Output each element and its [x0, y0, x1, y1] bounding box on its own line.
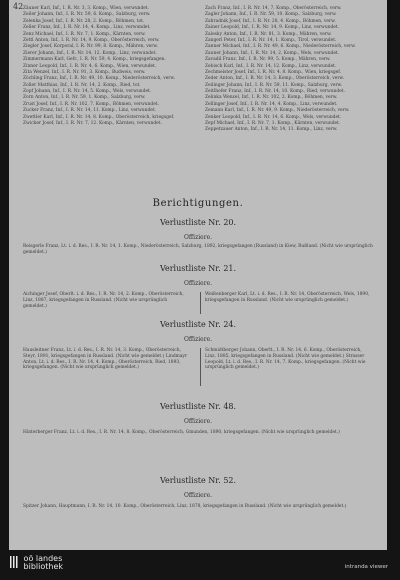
list-item: Zeppetzauer Anton, Inf., I. R. Nr. 14, 11. Komp., Linz, verw. — [205, 127, 338, 133]
list-item: Zierer Johann, Inf., I. R. Nr. 14, 12. Komp., Linz, verwundet. — [23, 50, 157, 56]
list-item: Zanner Michael, Inf., I. R. Nr. 49, 6. Komp., Niederösterreich, verw. — [205, 44, 356, 50]
list-item: Zettl Anton, Inf., I. R. Nr. 14, 9. Komp., Oberösterreich, verw. — [23, 37, 160, 43]
list-item: Zopf Johann, Inf., I. R. Nr. 14, 5. Komp., Wels, verwundet. — [23, 89, 152, 95]
list-item: Zainer Leopold, Inf., I. R. Nr. 14, 9. Komp., Linz, verwundet. — [205, 25, 340, 31]
list-item: Zorn Anton, Inf., I. R. Nr. 59, 1. Komp., Salzburg, verw. — [23, 95, 146, 101]
list-item: Zenker Leopold, Inf., I. R. Nr. 14, 6. Komp., Wels, verwundet. — [205, 114, 342, 120]
right-column-list — [205, 6, 381, 134]
column-divider — [200, 348, 201, 386]
section-heading: Verlustliste Nr. 52. — [159, 476, 237, 485]
correction-entry: Hausleitner Franz, Lt. i. d. Res., I. R. Nr. 14, 3. Komp., Oberösterreich, Steyr, 1891, kriegsgefangen in Russland. (Nicht wie gemeldet.) Lindmayr Anton, Lt. i. d. Res., I. R. Nr. 14, 4. Komp., Oberösterreich, Ried, 1893, kriegsgefangen. (Nicht wie ursprünglich gemeldet.) — [23, 348, 188, 371]
list-item: Zavadil Franz, Inf., I. R. Nr. 99, 5. Komp., Mähren, verw. — [205, 57, 331, 63]
list-item: Zechmeister Josef, Inf., I. R. Nr. 4, 8. Komp., Wien, kriegsgef. — [205, 69, 342, 75]
section-subheading: Offiziere. — [183, 234, 213, 241]
correction-entry: Schmidtberger Johann, Oberlt., I. R. Nr. 14, 6. Komp., Oberösterreich, Linz, 1885, kriegsgefangen in Russland. (Nicht wie gemeldet.) Strasser Leopold, Lt. i. d. Res., I. R. Nr. 14, 7. Komp., kriegsgefangen. (Nicht wie ursprünglich gemeldet.) — [205, 348, 366, 371]
section-subheading: Offiziere. — [183, 280, 213, 287]
list-item: Zeitlhofer Franz, Inf., I. R. Nr. 14, 10. Komp., Ried, verwundet. — [205, 89, 345, 95]
document-page — [9, 0, 387, 550]
correction-entry: Weißenberger Karl, Lt. i. d. Res., I. R. Nr. 14, Oberösterreich, Wels, 1890, kriegsgefangen in Russland. (Nicht wie ursprünglich gemeldet.) — [205, 292, 370, 303]
viewer-label: intranda viewer — [344, 564, 388, 570]
list-item: Zagler Johann, Inf., I. R. Nr. 59, 10. Komp., Salzburg, verw. — [205, 12, 337, 18]
page-title: Berichtigungen. — [152, 198, 244, 209]
list-item: Zinner Leopold, Inf., I. R. Nr. 4, 6. Komp., Wien, verwundet. — [23, 63, 157, 69]
list-item: Zäuner Karl, Inf., I. R. Nr. 3, 3. Komp., Wien, verwundet. — [23, 6, 150, 11]
list-item: Zelinka Wenzel, Inf., I. R. Nr. 102, 2. Komp., Böhmen, verw. — [205, 95, 338, 101]
list-item: Zwicker Josef, Inf., I. R. Nr. 7, 12. Komp., Kärnten, verwundet. — [23, 121, 162, 127]
list-item: Zauner Johann, Inf., I. R. Nr. 14, 2. Komp., Wels, verwundet. — [205, 50, 340, 56]
correction-entry: Aichinger Josef, Oberlt. i. d. Res., I. R. Nr. 14, 2. Komp., Oberösterreich, Linz, 1887, kriegsgefangen in Russland. (Nicht wie ursprünglich gemeldet.) — [23, 292, 184, 309]
correction-entry: Reisgerle Franz, Lt. i. d. Res., I. R. Nr. 14, 1. Komp., Niederösterreich, Salzburg, 1892, kriegsgefangen (Russland) in Kiew, Rußland. (Nicht wie ursprünglich gemeldet.) — [23, 244, 373, 255]
list-item: Zellinger Josef, Inf., I. R. Nr. 14, 4. Komp., Linz, verwundet. — [205, 101, 338, 107]
list-item: Zelenka Josef, Inf., I. R. Nr. 28, 2. Komp., Böhmen, tot. — [23, 18, 145, 24]
logo-text-line1: oö landes — [23, 554, 63, 563]
section-heading: Verlustliste Nr. 20. — [159, 218, 237, 227]
correction-entry: Hinterberger Franz, Lt. i. d. Res., I. R. Nr. 14, 8. Komp., Oberösterreich, Gmunden, 1890, kriegsgefangen. (Nicht wie ursprünglich gemeldet.) — [23, 430, 340, 435]
list-item: Zeller Franz, Inf., I. R. Nr. 14, 4. Komp., Linz, verwundet. — [23, 25, 151, 31]
logo-text-line2: bibliothek — [23, 562, 64, 571]
column-divider — [200, 292, 201, 314]
list-item: Zepf Michael, Inf., I. R. Nr. 7, 1. Komp., Kärnten, verwundet. — [205, 121, 341, 127]
list-item: Ziegler Josef, Korporal, I. R. Nr. 99, 8. Komp., Mähren, verw. — [23, 44, 159, 50]
list-item: Zoller Matthias, Inf., I. R. Nr. 14, 2. Komp., Ried, tot. — [23, 82, 141, 88]
list-item: Zimmermann Karl, Gefr., I. R. Nr. 59, 4. Komp., kriegsgefangen. — [23, 57, 166, 63]
section-heading: Verlustliste Nr. 24. — [159, 320, 237, 329]
list-item: Zeilinger Johann, Inf., I. R. Nr. 59, 11. Komp., Salzburg, verw. — [205, 82, 343, 88]
list-item: Zangerl Peter, Inf., I. R. Nr. 14, 1. Komp., Tirol, verwundet. — [205, 37, 337, 43]
section-heading: Verlustliste Nr. 48. — [159, 402, 237, 411]
list-item: Zrust Josef, Inf., I. R. Nr. 102, 7. Komp., Böhmen, verwundet. — [23, 101, 159, 107]
list-item: Zucker Franz, Inf., I. R. Nr. 14, 11. Komp., Linz, verwundet. — [23, 108, 157, 114]
list-item: Zöchling Franz, Inf., I. R. Nr. 49, 10. Komp., Niederösterreich, verw. — [23, 76, 176, 82]
list-item: Zita Wenzel, Inf., I. R. Nr. 91, 3. Komp., Budweis, verw. — [23, 69, 146, 75]
list-item: Zenz Michael, Inf., I. R. Nr. 7, 1. Komp., Kärnten, verw. — [23, 31, 146, 37]
section-subheading: Offiziere. — [183, 492, 213, 499]
list-item: Zahradnik Josef, Inf., I. R. Nr. 28, 4. Komp., Böhmen, verw. — [205, 18, 336, 24]
correction-entry: Spitzer Johann, Hauptmann, I. R. Nr. 14, 10. Komp., Oberösterreich, Linz, 1878, kriegsgefangen in Russland. (Nicht wie ursprünglich gemeldet.) — [23, 504, 347, 509]
section-subheading: Offiziere. — [183, 418, 213, 425]
list-item: Zebisch Karl, Inf., I. R. Nr. 14, 12. Komp., Linz, verwundet. — [205, 63, 337, 69]
list-item: Zalesky Anton, Inf., I. R. Nr. 81, 3. Komp., Mähren, verw. — [205, 31, 332, 37]
list-item: Zeder Anton, Inf., I. R. Nr. 14, 3. Komp., Oberösterreich, verw. — [205, 76, 345, 82]
list-item: Zemann Karl, Inf., I. R. Nr. 49, 9. Komp., Niederösterreich, verw. — [205, 108, 350, 114]
logo-mark-icon — [10, 555, 18, 571]
list-item: Zach Franz, Inf., I. R. Nr. 14, 7. Komp., Oberösterreich, verw. — [205, 6, 342, 11]
list-item: Zwettler Karl, Inf., I. R. Nr. 14, 8. Komp., Oberösterreich, kriegsgef. — [23, 114, 175, 120]
list-item: Zeiler Johann, Inf., I. R. Nr. 59, 6. Komp., Salzburg, verw. — [23, 12, 151, 18]
page-number: 42 — [13, 2, 24, 11]
section-subheading: Offiziere. — [183, 336, 213, 343]
library-logo[interactable] — [10, 555, 63, 571]
section-heading: Verlustliste Nr. 21. — [159, 264, 237, 273]
left-column-list — [23, 6, 199, 127]
